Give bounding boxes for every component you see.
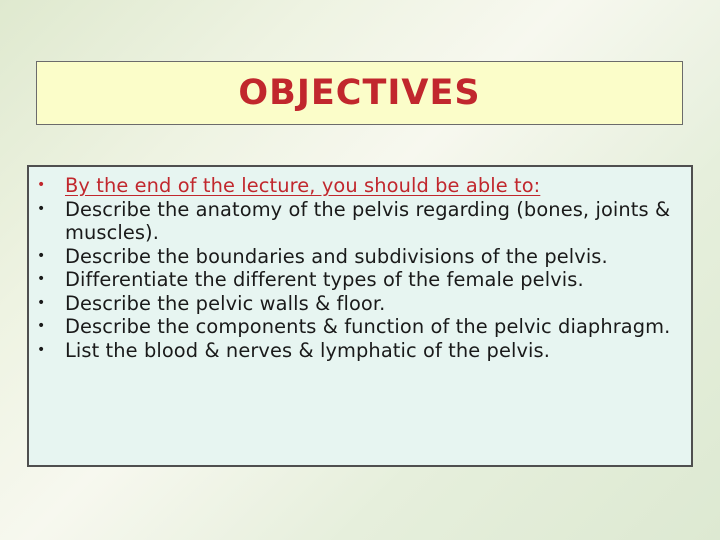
bullet-icon: • <box>37 247 46 264</box>
list-item <box>37 292 683 316</box>
title-box <box>36 61 683 125</box>
objectives-box <box>27 165 693 467</box>
objectives-list <box>37 174 683 362</box>
list-item <box>37 339 683 363</box>
list-item-text: Describe the pelvic walls & floor. <box>65 291 386 315</box>
list-item <box>37 315 683 339</box>
bullet-icon: • <box>37 200 46 217</box>
list-item-text: Describe the boundaries and subdivisions of the pelvis. <box>65 244 608 268</box>
list-item <box>37 198 683 245</box>
list-item-text: List the blood & nerves & lymphatic of the pelvis. <box>65 338 551 362</box>
list-item-text: Differentiate the different types of the female pelvis. <box>65 268 584 291</box>
page-title: OBJECTIVES <box>238 73 481 113</box>
list-item-text: Describe the anatomy of the pelvis regarding (bones, joints & muscles). <box>65 197 671 244</box>
objectives-intro-text: By the end of the lecture, you should be able to: <box>65 174 541 197</box>
list-item <box>37 245 683 269</box>
list-item <box>37 268 683 292</box>
bullet-icon: • <box>37 271 46 287</box>
bullet-icon: • <box>37 294 46 311</box>
objectives-intro <box>37 174 683 198</box>
bullet-icon: • <box>37 318 46 334</box>
bullet-icon: • <box>37 177 46 193</box>
bullet-icon: • <box>37 341 46 358</box>
list-item-text: Describe the components & function of the pelvic diaphragm. <box>65 315 671 338</box>
